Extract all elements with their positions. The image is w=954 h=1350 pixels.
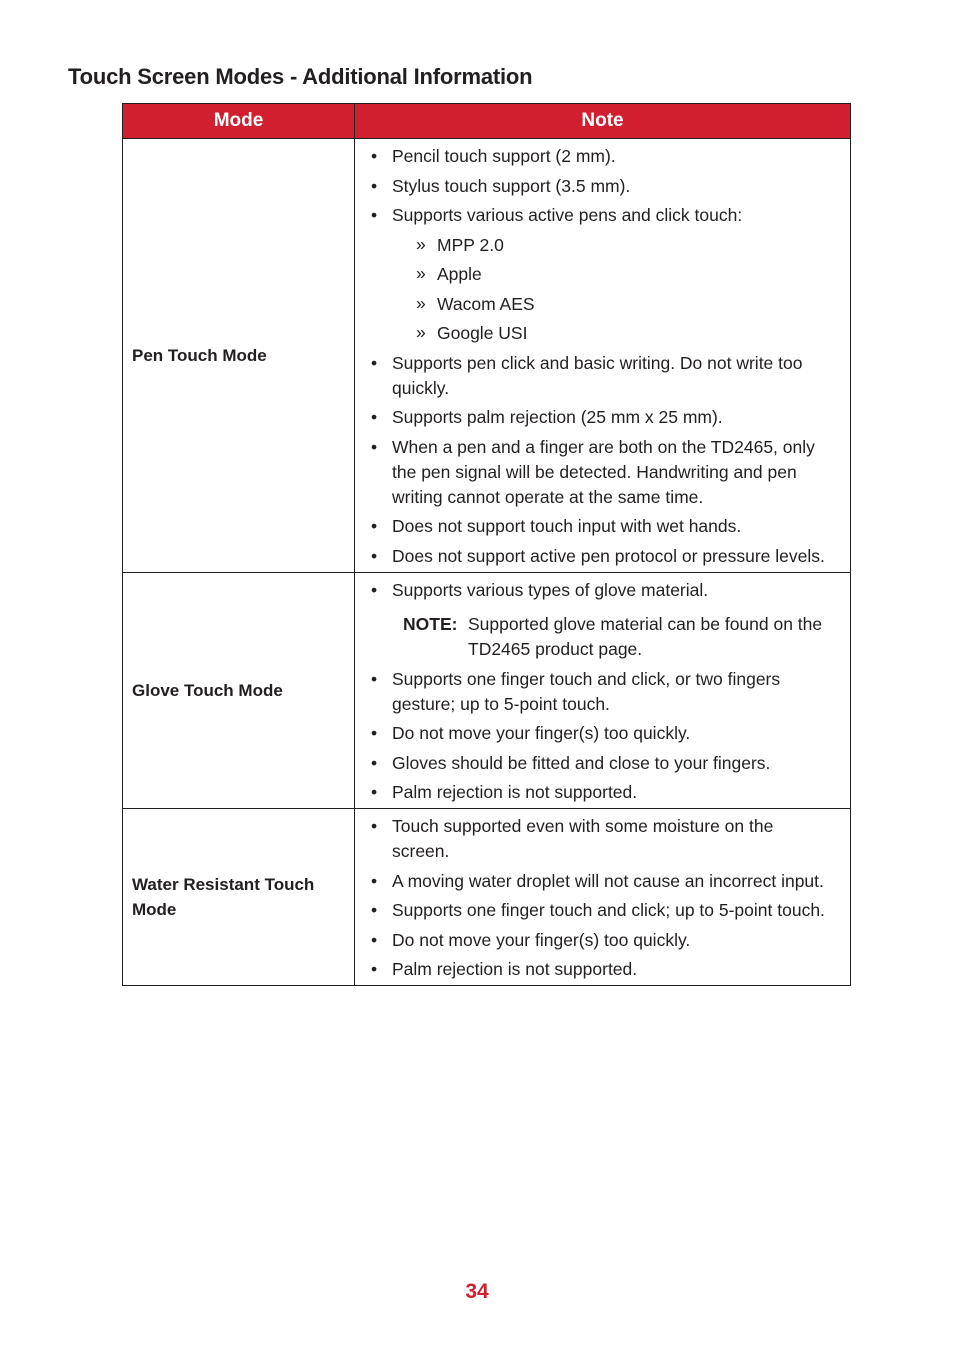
note-callout: [403, 612, 832, 662]
note-item: [369, 578, 832, 603]
column-header-mode: Mode: [123, 104, 355, 139]
mode-cell: Glove Touch Mode: [123, 572, 355, 809]
note-item-text: Supports various types of glove material.: [392, 579, 709, 600]
note-item: • A moving water droplet will not cause an incorrect input.: [369, 869, 832, 894]
touch-modes-table: [122, 103, 851, 986]
note-item: • Supports pen click and basic writing. Do not write too quickly.: [369, 351, 832, 401]
sub-item: » Wacom AES: [392, 292, 832, 317]
mode-cell: Pen Touch Mode: [123, 139, 355, 573]
note-item: • When a pen and a finger are both on the TD2465, only the pen signal will be detected. Handwriting and pen writing cannot operate at the same time.: [369, 435, 832, 510]
notes-list: [369, 814, 832, 982]
notes-list: [369, 667, 832, 806]
note-item: • Do not move your finger(s) too quickly.: [369, 928, 832, 953]
note-item: • Palm rejection is not supported.: [369, 957, 832, 982]
note-item: • Gloves should be fitted and close to your fingers.: [369, 751, 832, 776]
note-item: • Palm rejection is not supported.: [369, 780, 832, 805]
pen-support-sublist: [392, 233, 832, 347]
notes-list: [369, 578, 832, 603]
note-item: • Touch supported even with some moisture on the screen.: [369, 814, 832, 864]
note-item-text: Supports various active pens and click touch:: [392, 205, 743, 225]
notes-list: [369, 144, 832, 569]
note-item: • Supports one finger touch and click; up to 5-point touch.: [369, 898, 832, 923]
note-item: • Supports palm rejection (25 mm x 25 mm).: [369, 405, 832, 430]
page-title: Touch Screen Modes - Additional Information: [68, 64, 533, 89]
page-number: 34: [465, 1280, 489, 1303]
notes-cell: [355, 572, 851, 809]
notes-cell: [355, 139, 851, 573]
table-row-water-resistant-touch: [123, 809, 851, 986]
sub-item: » MPP 2.0: [392, 233, 832, 258]
sub-item: » Apple: [392, 262, 832, 287]
note-item: [369, 203, 832, 346]
mode-cell: Water Resistant Touch Mode: [123, 809, 355, 986]
note-item: • Does not support touch input with wet hands.: [369, 514, 832, 539]
note-text: Supported glove material can be found on the TD2465 product page.: [468, 613, 823, 659]
note-item: • Does not support active pen protocol or pressure levels.: [369, 544, 832, 569]
note-label: NOTE:: [403, 613, 458, 634]
notes-cell: [355, 809, 851, 986]
table-row-glove-touch: [123, 572, 851, 809]
note-item: • Do not move your finger(s) too quickly.: [369, 721, 832, 746]
table-row-pen-touch: [123, 139, 851, 573]
sub-item: » Google USI: [392, 321, 832, 346]
table-header-row: [123, 104, 851, 139]
note-item: • Pencil touch support (2 mm).: [369, 144, 832, 169]
note-item: • Supports one finger touch and click, or two fingers gesture; up to 5-point touch.: [369, 667, 832, 717]
note-item: • Stylus touch support (3.5 mm).: [369, 174, 832, 199]
column-header-note: Note: [355, 104, 851, 139]
